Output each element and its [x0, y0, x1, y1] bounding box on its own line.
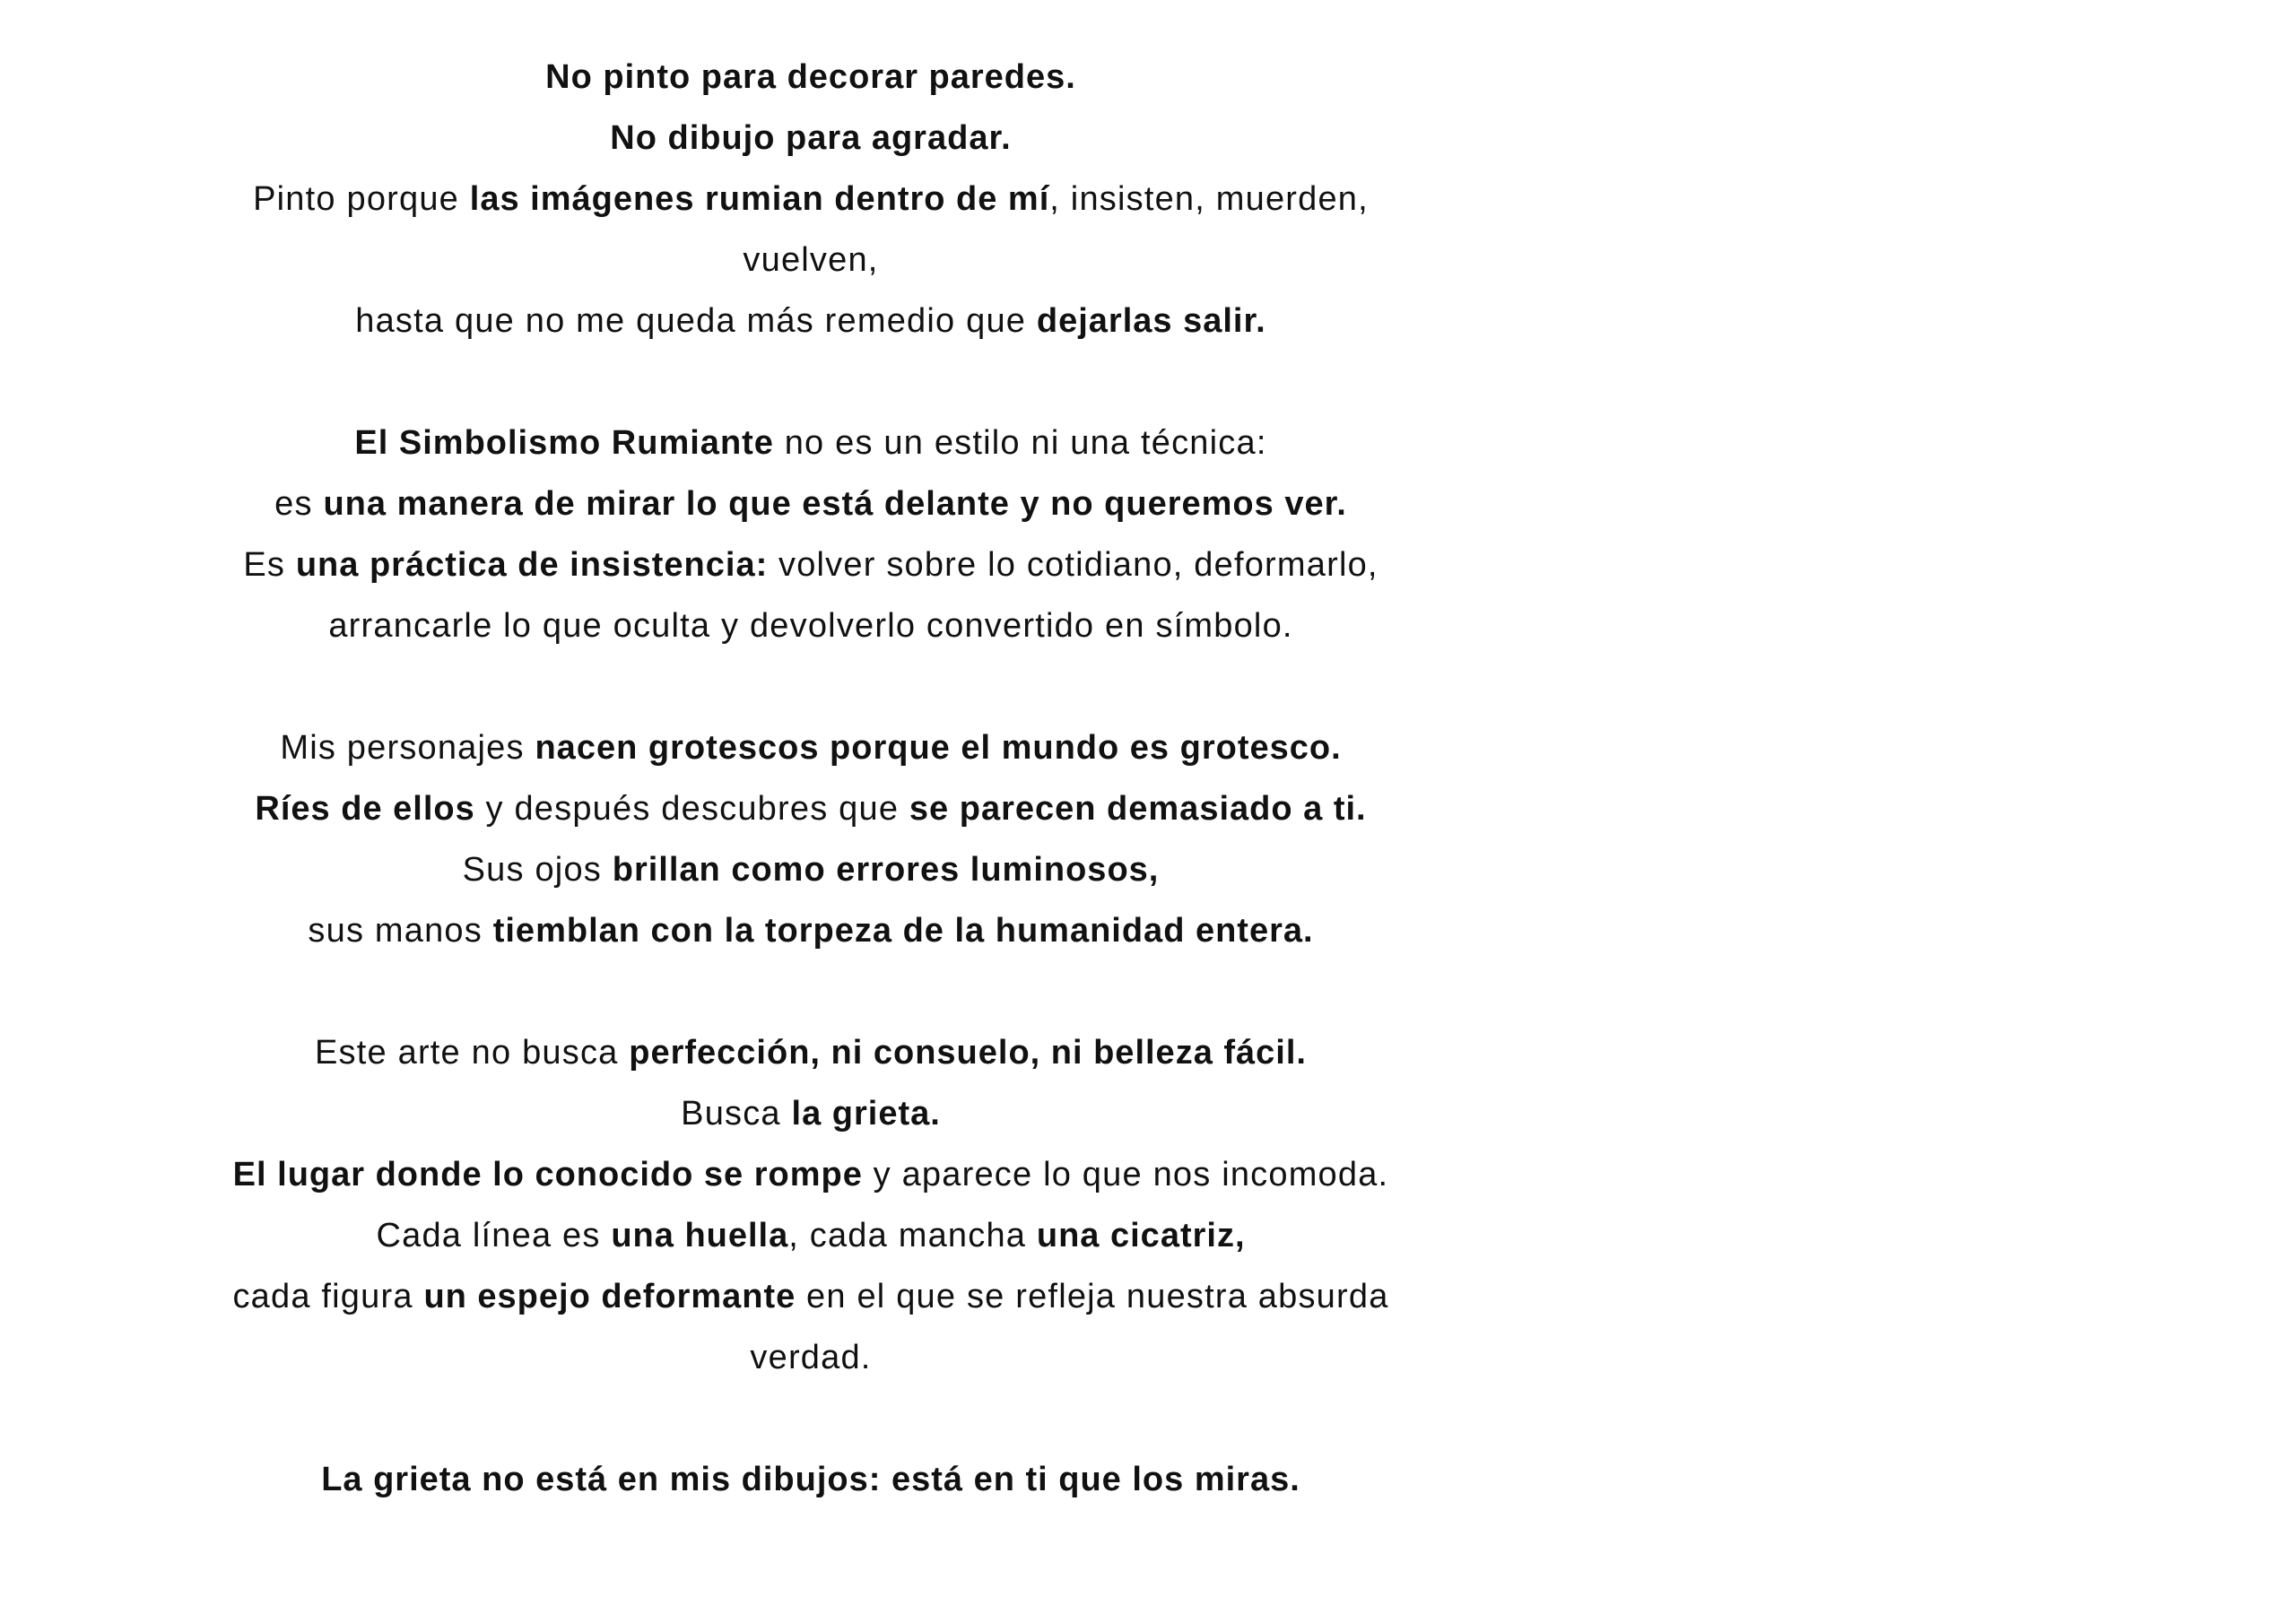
text-phrase: vuelven,	[743, 241, 879, 279]
text-phrase: Mis personajes	[280, 729, 535, 767]
bold-phrase: brillan como errores luminosos,	[612, 851, 1160, 889]
manifesto-line	[0, 1205, 1622, 1266]
bold-phrase: un espejo deformante	[423, 1278, 796, 1315]
bold-phrase: La grieta no está en mis dibujos: está en ti que los miras.	[321, 1461, 1300, 1498]
manifesto-line	[0, 839, 1622, 900]
bold-phrase: dejarlas salir.	[1036, 302, 1266, 340]
text-phrase: Cada línea es	[376, 1217, 612, 1254]
manifesto-line	[0, 1327, 1622, 1388]
bold-phrase: Ríes de ellos	[255, 790, 475, 828]
stanza-break	[0, 1388, 1622, 1449]
bold-phrase: una manera de mirar lo que está delante y no queremos ver.	[323, 485, 1347, 523]
manifesto-text	[0, 47, 1622, 1510]
bold-phrase: No dibujo para agradar.	[610, 119, 1012, 157]
manifesto-line	[0, 1022, 1622, 1083]
bold-phrase: una práctica de insistencia:	[295, 546, 769, 584]
text-phrase: y aparece lo que nos incomoda.	[862, 1156, 1389, 1193]
text-phrase: hasta que no me queda más remedio que	[355, 302, 1037, 340]
manifesto-line	[0, 778, 1622, 839]
bold-phrase: una cicatriz,	[1036, 1217, 1246, 1254]
text-phrase: volver sobre lo cotidiano, deformarlo,	[768, 546, 1378, 584]
text-phrase: es	[274, 485, 324, 523]
text-phrase: Este arte no busca	[315, 1034, 630, 1072]
text-phrase: no es un estilo ni una técnica:	[773, 424, 1267, 462]
text-phrase: Sus ojos	[462, 851, 613, 889]
bold-phrase: El lugar donde lo conocido se rompe	[232, 1156, 863, 1193]
stanza-break	[0, 961, 1622, 1022]
text-phrase: cada figura	[232, 1278, 424, 1315]
stanza-break	[0, 352, 1622, 412]
text-phrase: en el que se refleja nuestra absurda	[796, 1278, 1389, 1315]
bold-phrase: nacen grotescos porque el mundo es grotesco.	[535, 729, 1342, 767]
text-phrase: Busca	[681, 1095, 792, 1133]
text-phrase: sus manos	[308, 912, 493, 950]
manifesto-line	[0, 595, 1622, 656]
text-phrase: , insisten, muerden,	[1049, 180, 1369, 218]
bold-phrase: tiemblan con la torpeza de la humanidad entera.	[492, 912, 1314, 950]
manifesto-line	[0, 1083, 1622, 1144]
manifesto-line	[0, 230, 1622, 291]
text-phrase: , cada mancha	[788, 1217, 1037, 1254]
bold-phrase: No pinto para decorar paredes.	[545, 58, 1076, 96]
bold-phrase: la grieta.	[791, 1095, 941, 1133]
manifesto-line	[0, 169, 1622, 230]
stanza-break	[0, 656, 1622, 717]
bold-phrase: se parecen demasiado a ti.	[909, 790, 1367, 828]
manifesto-line	[0, 1449, 1622, 1510]
manifesto-line	[0, 534, 1622, 595]
manifesto-line	[0, 291, 1622, 352]
text-phrase: Pinto porque	[253, 180, 470, 218]
manifesto-line	[0, 1266, 1622, 1327]
bold-phrase: las imágenes rumian dentro de mí	[469, 180, 1050, 218]
manifesto-line	[0, 47, 1622, 108]
text-phrase: y después descubres que	[474, 790, 909, 828]
manifesto-line	[0, 717, 1622, 778]
manifesto-line	[0, 1144, 1622, 1205]
bold-phrase: El Simbolismo Rumiante	[354, 424, 774, 462]
text-phrase: verdad.	[750, 1339, 872, 1376]
text-phrase: Es	[243, 546, 296, 584]
manifesto-line	[0, 900, 1622, 961]
manifesto-line	[0, 108, 1622, 169]
bold-phrase: una huella	[611, 1217, 789, 1254]
text-phrase: arrancarle lo que oculta y devolverlo convertido en símbolo.	[328, 607, 1293, 645]
bold-phrase: perfección, ni consuelo, ni belleza fácil.	[629, 1034, 1307, 1072]
manifesto-line	[0, 473, 1622, 534]
manifesto-line	[0, 412, 1622, 473]
